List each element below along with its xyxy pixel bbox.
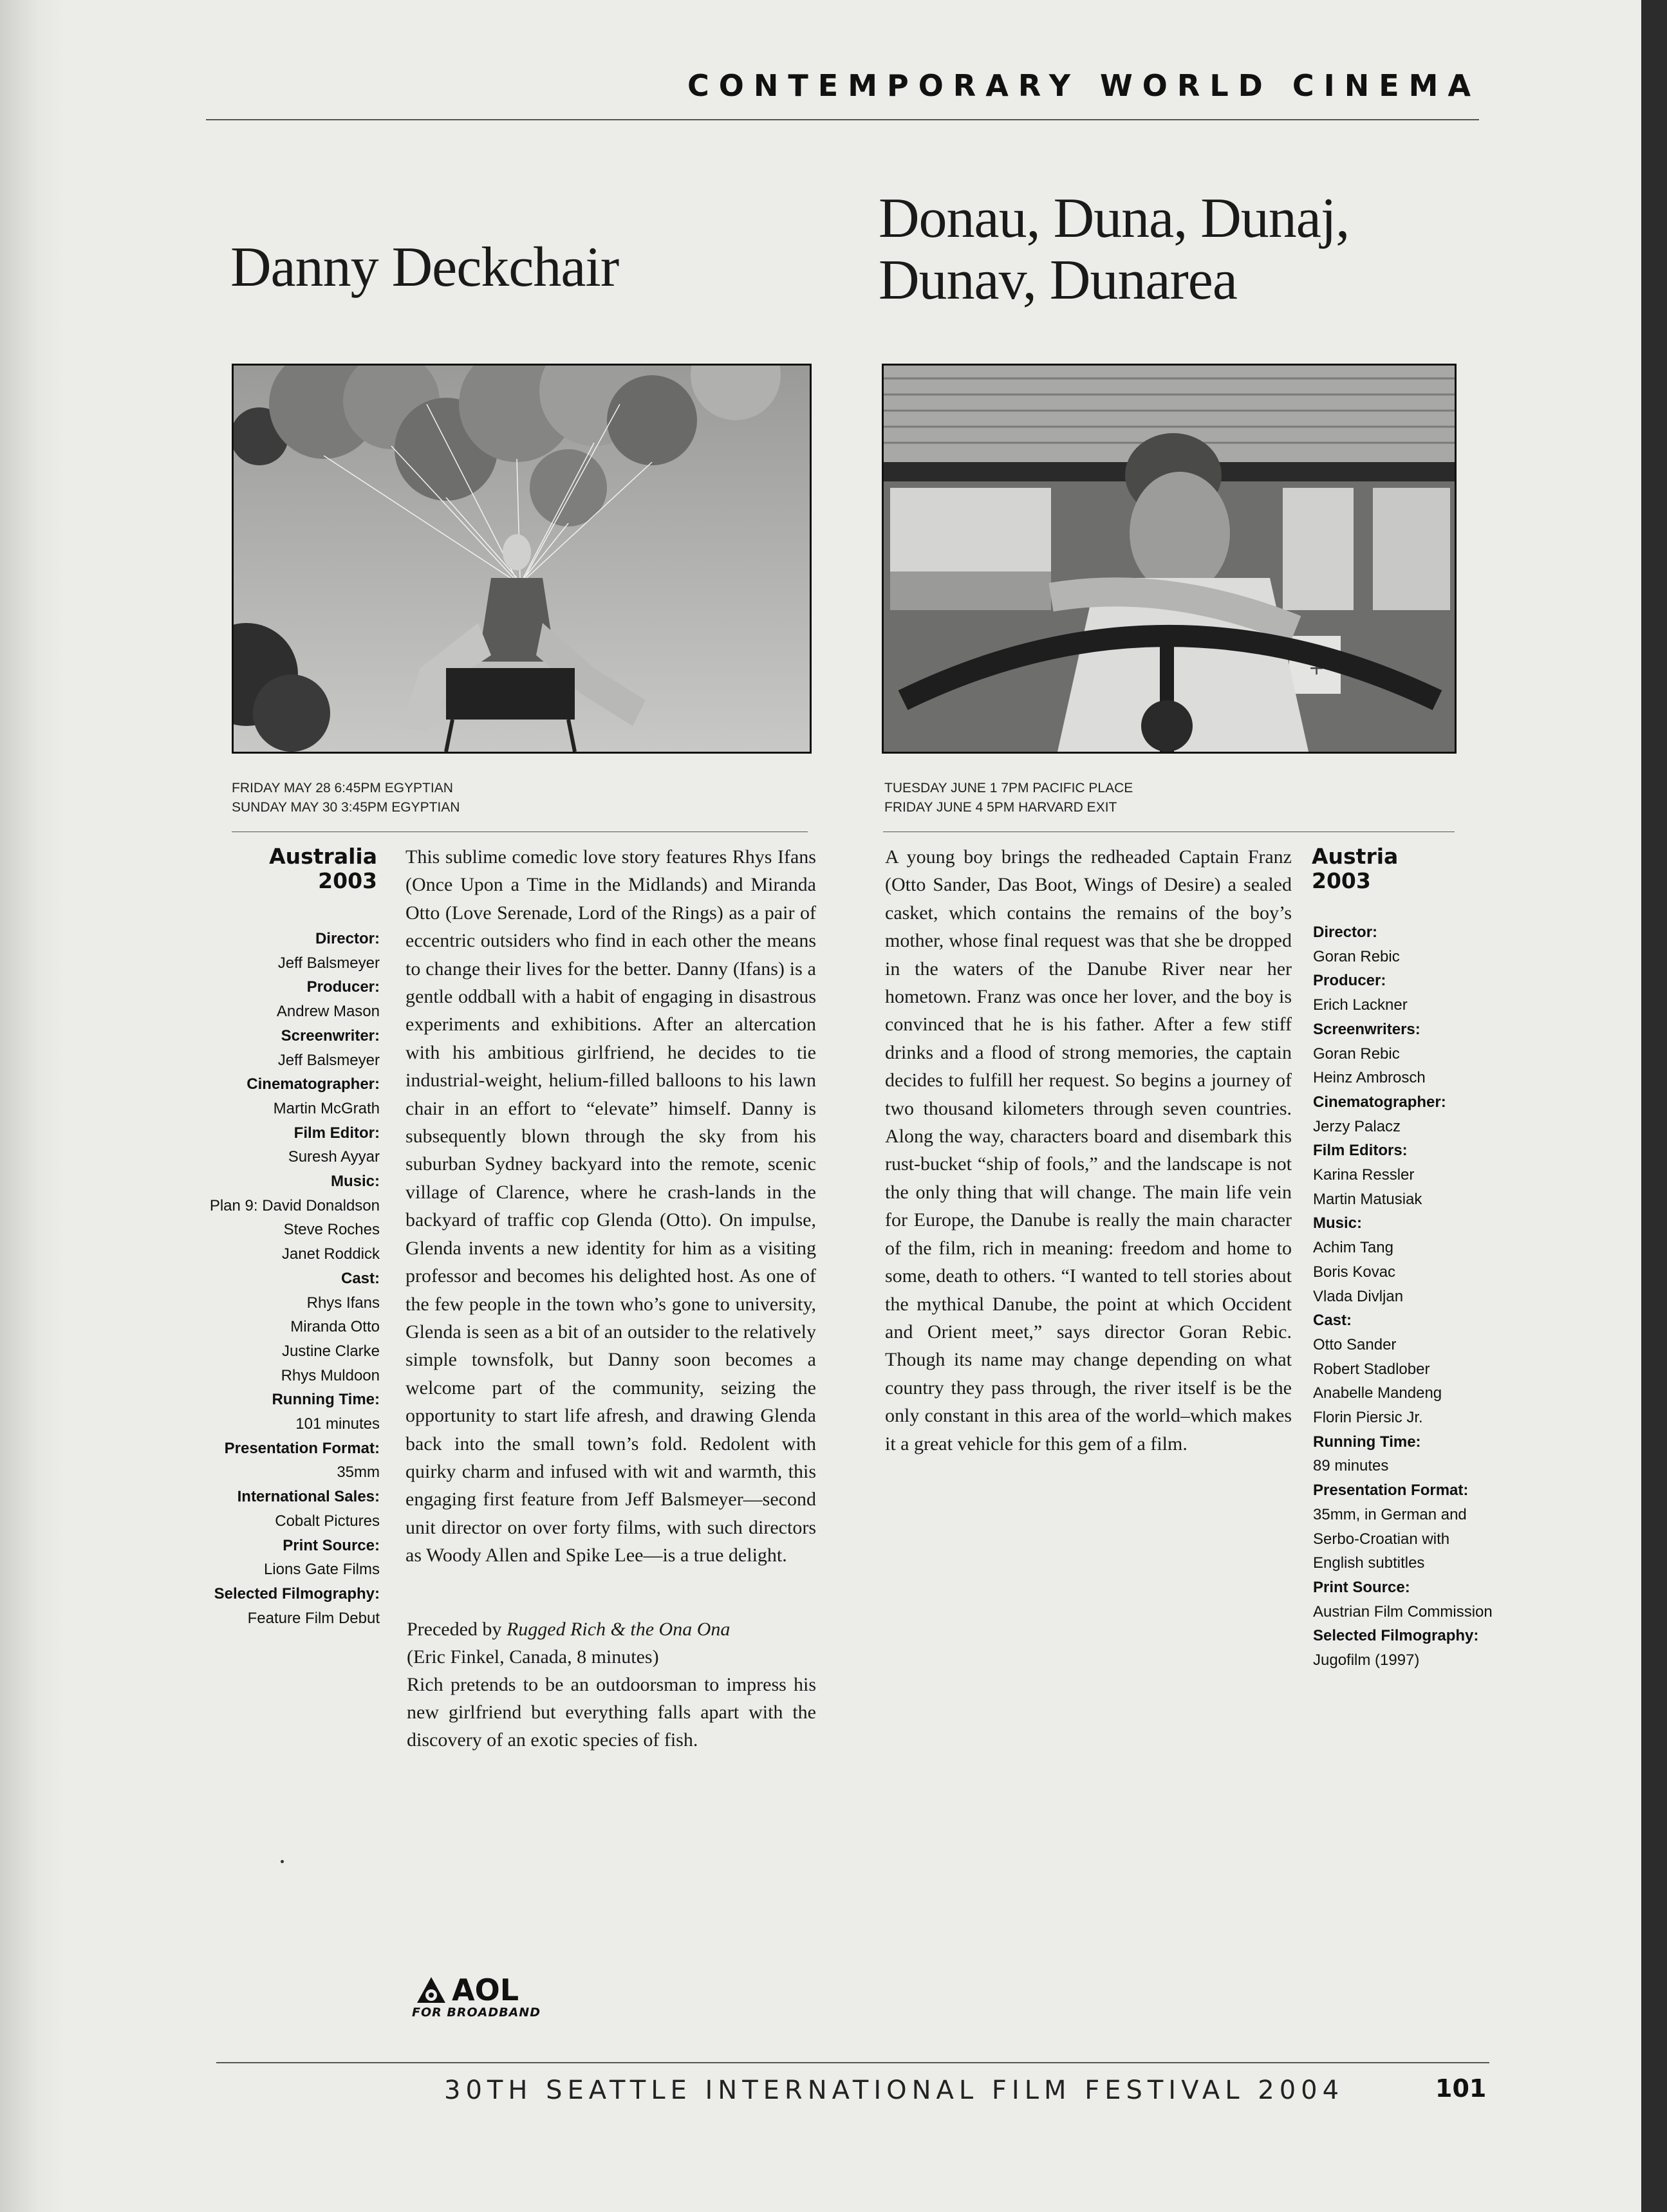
credit-name: Jugofilm (1997): [1313, 1651, 1420, 1669]
page-number: 101: [1435, 2074, 1487, 2103]
screenings-donau: [884, 779, 1451, 817]
credit-name: 35mm, in German and: [1313, 1505, 1467, 1523]
credit-role: Selected Filmography:: [214, 1585, 380, 1603]
credit-name: Martin McGrath: [273, 1099, 380, 1117]
credit-name: Erich Lackner: [1313, 996, 1408, 1014]
credit-name: Cobalt Pictures: [275, 1512, 380, 1530]
credit-name: Rhys Muldoon: [281, 1366, 380, 1384]
scan-edge: [1641, 0, 1667, 2212]
aol-logo-text: AOL: [452, 1973, 519, 2007]
credit-name: Miranda Otto: [290, 1318, 380, 1336]
credit-name: Jerzy Palacz: [1313, 1117, 1401, 1135]
preceded-by-short: [407, 1615, 816, 1754]
still-danny-deckchair: [232, 364, 812, 754]
credit-role: Cinematographer:: [1313, 1093, 1446, 1111]
screening-time: TUESDAY JUNE 1 7PM PACIFIC PLACE: [884, 781, 1133, 795]
synopsis-text: This sublime comedic love story features Rhys Ifans (Once Upon a Time in the Midlands) and Miranda Otto (Love Serenade, Lord of the Rings) as a pair of eccentric outsiders who find in each other the means to change their lives for the better. Danny (Ifans) is a gentle oddball with a habit of engaging in disastrous experiments and exhibitions. After an altercation with his ambitious girlfriend, he decides to tie industrial-weight, helium-filled balloons to his lawn chair in an effort to “elevate” himself. Danny is subsequently blown through the sky from his suburban Sydney backyard into the remote, scenic village of Clarence, where he crash-lands in the backyard of traffic cop Glenda (Otto). On impulse, Glenda invents a new identity for him as a visiting professor and becomes his delighted host. As one of the few people in the town who’s gone to university, Glenda is seen as a bit of an outsider to the relatively simple townsfolk, but Danny soon becomes a welcome part of the community, seizing the opportunity to start life afresh, and drawing Glenda back into the small town’s fold. Redolent with quirky charm and infused with wit and warmth, this engaging first feature from Jeff Balsmeyer—second unit director on over forty films, with such directors as Woody Allen and Spike Lee—is a true delight.: [405, 846, 816, 1566]
screening-time: FRIDAY JUNE 4 5PM HARVARD EXIT: [884, 800, 1117, 815]
credit-role: Cast:: [340, 1269, 380, 1287]
year: 2003: [318, 868, 377, 893]
balloons-lawnchair-photo-icon: [234, 366, 810, 752]
credit-role: Director:: [315, 930, 380, 947]
credit-name: Rhys Ifans: [306, 1294, 380, 1312]
film-title-line: Donau, Duna, Dunaj,: [879, 187, 1350, 250]
credit-role: Print Source:: [1313, 1578, 1410, 1596]
credit-name: Goran Rebic: [1313, 947, 1400, 965]
print-speck: [281, 1860, 284, 1863]
synopsis-text: A young boy brings the redheaded Captain Franz (Otto Sander, Das Boot, Wings of Desire) a sealed casket, which contains the remains of the boy’s mother, whose final request was that she be dropped in the waters of the Danube River near her hometown. Franz was once her lover, and the boy is convinced that he is his father. After a few stiff drinks and a flood of strong memories, the captain decides to fulfill her request. So begins a journey of two thousand kilometers through seven countries. Along the way, characters board and disembark this rust-bucket “ship of fools,” and the landscape is not the only thing that will change. The main life vein for Europe, the Danube is really the main character of the film, rich in meaning: freedom and home to some, death to others. “I wanted to tell stories about the mythical Danube, the point at which Occident and Orient meet,” says director Goran Rebic. Though its name may change depending on what country they pass through, the river itself is be the only constant in this area of the world–which makes it a great vehicle for this gem of a film.: [885, 846, 1292, 1455]
aol-logo-subtext: FOR BROADBAND: [412, 2005, 541, 2020]
synopsis-danny-deckchair: [405, 843, 816, 1570]
header-rule: [206, 119, 1479, 120]
credit-name: Martin Matusiak: [1313, 1190, 1422, 1208]
credit-name: 35mm: [337, 1464, 380, 1482]
aol-broadband-logo: [412, 1969, 566, 2021]
credit-name: Boris Kovac: [1313, 1263, 1396, 1281]
screening-time: FRIDAY MAY 28 6:45PM EGYPTIAN: [232, 781, 453, 795]
film-title-danny-deckchair: [230, 237, 810, 299]
credit-name: Vlada Divljan: [1313, 1287, 1404, 1305]
credit-name: Goran Rebic: [1313, 1045, 1400, 1063]
credit-name: Austrian Film Commission: [1313, 1603, 1493, 1621]
credit-name: Lions Gate Films: [263, 1561, 380, 1579]
credit-role: Screenwriter:: [281, 1027, 380, 1045]
synopsis-donau: [885, 843, 1292, 1458]
year: 2003: [1312, 868, 1371, 893]
credit-role: Music:: [1313, 1214, 1363, 1232]
preceded-line: [407, 1615, 816, 1643]
short-film-title: Rugged Rich & the Ona Ona: [506, 1619, 731, 1640]
credit-role: Cinematographer:: [247, 1075, 380, 1093]
credit-name: Heinz Ambrosch: [1313, 1069, 1426, 1087]
country: Australia: [269, 844, 377, 869]
credit-role: Director:: [1313, 924, 1378, 941]
credit-name: 101 minutes: [295, 1415, 380, 1433]
credit-name: Florin Piersic Jr.: [1313, 1409, 1423, 1427]
captain-at-ship-wheel-photo-icon: [884, 366, 1455, 752]
credit-role: Film Editor:: [293, 1124, 380, 1142]
credit-role: Film Editors:: [1313, 1142, 1408, 1160]
credits-danny-deckchair: [154, 927, 380, 1630]
credit-role: Producer:: [1313, 972, 1386, 990]
credit-name: Jeff Balsmeyer: [277, 1051, 380, 1069]
credit-name: Karina Ressler: [1313, 1166, 1415, 1184]
credit-name: Janet Roddick: [281, 1245, 380, 1263]
credit-role: Presentation Format:: [1313, 1482, 1469, 1500]
credit-role: Running Time:: [1313, 1433, 1421, 1451]
footer-rule: [216, 2062, 1489, 2063]
credit-name: Feature Film Debut: [247, 1609, 380, 1627]
screening-time: SUNDAY MAY 30 3:45PM EGYPTIAN: [232, 800, 460, 815]
credit-name: Suresh Ayyar: [288, 1148, 380, 1166]
credit-role: Running Time:: [272, 1391, 380, 1409]
credit-name: Robert Stadlober: [1313, 1360, 1430, 1378]
festival-footer: 30TH SEATTLE INTERNATIONAL FILM FESTIVAL 2004: [444, 2076, 1345, 2105]
page-binding-shadow: [0, 0, 64, 2212]
credit-name: Serbo-Croatian with: [1313, 1530, 1450, 1548]
credit-name: Anabelle Mandeng: [1313, 1384, 1442, 1402]
credits-donau: [1313, 920, 1506, 1673]
credit-role: Presentation Format:: [224, 1439, 380, 1457]
film-title-line: Danny Deckchair: [230, 236, 619, 299]
credit-role: International Sales:: [237, 1488, 380, 1506]
credit-role: Screenwriters:: [1313, 1020, 1420, 1038]
country: Austria: [1312, 844, 1399, 869]
credit-name: 89 minutes: [1313, 1457, 1389, 1475]
credit-name: Plan 9: David Donaldson: [209, 1196, 380, 1214]
short-film-details: (Eric Finkel, Canada, 8 minutes): [407, 1646, 659, 1668]
credit-name: Justine Clarke: [281, 1342, 380, 1360]
film-title-line: Dunav, Dunarea: [879, 249, 1237, 311]
credit-name: Otto Sander: [1313, 1335, 1397, 1353]
credit-role: Producer:: [306, 978, 380, 996]
credit-name: Andrew Mason: [276, 1003, 380, 1021]
credit-name: Steve Roches: [283, 1221, 380, 1239]
country-year-donau: [1312, 844, 1479, 893]
svg-text:+: +: [1308, 657, 1325, 680]
preceded-intro: Preceded by: [407, 1619, 507, 1640]
credit-role: Cast:: [1313, 1312, 1352, 1330]
still-donau: [882, 364, 1457, 754]
film-title-donau: [879, 188, 1458, 311]
credit-role: Selected Filmography:: [1313, 1627, 1479, 1645]
credit-name: Jeff Balsmeyer: [277, 954, 380, 972]
country-year-danny-deckchair: [187, 844, 377, 893]
credit-role: Print Source:: [283, 1536, 380, 1554]
short-film-description: Rich pretends to be an outdoorsman to impress his new girlfriend but everything falls apart with the discovery of an exotic species of fish.: [407, 1674, 816, 1751]
credit-name: English subtitles: [1313, 1554, 1425, 1572]
section-header: CONTEMPORARY WORLD CINEMA: [687, 68, 1480, 103]
credit-role: Music:: [330, 1173, 380, 1191]
credit-name: Achim Tang: [1313, 1239, 1393, 1257]
screenings-danny-deckchair: [232, 779, 798, 817]
